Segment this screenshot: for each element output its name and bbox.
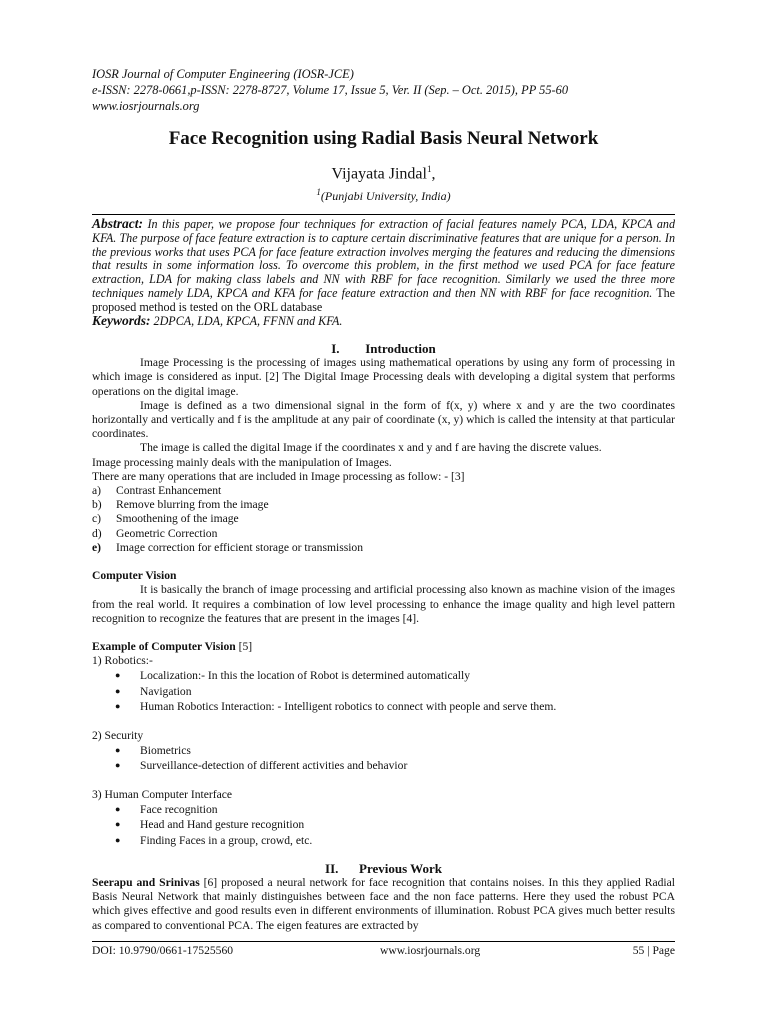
abstract-rule xyxy=(92,214,675,215)
paper-page xyxy=(92,66,675,933)
operations-list xyxy=(92,484,675,555)
robotics-label: 1) Robotics:- xyxy=(92,654,153,668)
list-item: ● Surveillance-detection of different activities and behavior xyxy=(115,759,408,773)
bullet-icon: ● xyxy=(115,834,121,845)
footer-page-number: 55 | Page xyxy=(632,944,675,957)
footer-site: www.iosrjournals.org xyxy=(380,944,481,957)
bullet-icon: ● xyxy=(115,803,121,814)
paper-title: Face Recognition using Radial Basis Neural Network xyxy=(168,128,599,149)
list-item: ● Navigation xyxy=(115,684,192,698)
list-item: a) Contrast Enhancement xyxy=(92,484,222,498)
journal-issn: e-ISSN: 2278-0661,p-ISSN: 2278-8727, Volume 17, Issue 5, Ver. II (Sep. – Oct. 2015), PP 55-60 xyxy=(92,83,569,97)
bullet-icon: ● xyxy=(115,819,121,830)
list-item: ● Human Robotics Interaction: - Intelligent robotics to connect with people and serve them. xyxy=(115,700,557,714)
hci-list xyxy=(115,802,675,848)
bullet-icon: ● xyxy=(115,760,121,771)
computer-vision-paragraph: It is basically the branch of image processing and artificial processing also known as machine vision of the images from the real world. It requires a combination of low level processing to enhance the image quality and high level pattern recognition to recognize the features that are present in the images [4]. xyxy=(92,583,675,625)
list-item: ● Head and Hand gesture recognition xyxy=(115,818,305,832)
intro-paragraph-1: Image Processing is the processing of images using mathematical operations by using any form of processing in which image is considered as input. [2] The Digital Image Processing deals with developing a digital system that performs operations on the digital image. xyxy=(92,356,675,398)
previous-work-text: [6] proposed a neural network for face recognition that contains noises. In this they applied Radial Basis Neural Network that mainly distinguishes between face and the non face patterns. Here they used the robust PCA which gives effective and good results even in different environments of illumination. Robust PCA gives much better results as compared to conventional PCA. The eigen features are extracted by xyxy=(92,875,675,932)
section-heading-introduction: I. Introduction xyxy=(331,341,436,357)
list-item: d) Geometric Correction xyxy=(92,526,218,540)
list-item: ● Face recognition xyxy=(115,802,218,816)
hci-label: 3) Human Computer Interface xyxy=(92,787,233,801)
author-suffix: , xyxy=(431,165,436,183)
intro-paragraph-3: The image is called the digital Image if the coordinates x and y and f are having the discrete values. xyxy=(140,441,602,455)
list-item: e) Image correction for efficient storage or transmission xyxy=(92,540,364,554)
affiliation xyxy=(92,185,675,203)
journal-website: www.iosrjournals.org xyxy=(92,99,200,113)
bullet-icon: ● xyxy=(115,670,121,681)
section-heading-previous-work: II. Previous Work xyxy=(325,860,442,876)
author-line xyxy=(92,160,675,183)
bullet-icon: ● xyxy=(115,744,121,755)
list-item: b) Remove blurring from the image xyxy=(92,498,269,512)
security-label: 2) Security xyxy=(92,728,144,742)
journal-header xyxy=(92,66,675,114)
abstract-label: Abstract: xyxy=(92,216,144,232)
footer-doi: DOI: 10.9790/0661-17525560 xyxy=(92,944,234,957)
keywords xyxy=(92,314,675,328)
security-list xyxy=(115,743,675,774)
abstract-plain: The proposed method is tested on the ORL database xyxy=(92,285,676,314)
list-item: ● Biometrics xyxy=(115,743,191,757)
list-item: ● Finding Faces in a group, crowd, etc. xyxy=(115,833,313,847)
previous-work-paragraph xyxy=(92,876,675,933)
keywords-label: Keywords: xyxy=(92,313,151,329)
bullet-icon: ● xyxy=(115,685,121,696)
abstract-italic: In this paper, we propose four techniques for extraction of facial features namely PCA, LDA, KPCA and KFA. The purpose of face feature extraction is to capture certain discriminative features that are unique for a person. In the previous works that uses PCA for face feature extraction involves merging the features and reducing the dimensions that results in some information loss. To overcome this problem, in the first method we used PCA for face feature extraction, LDA for making class labels and NN with RBF for face recognition. Similarly we used the three more techniques namely LDA, KPCA and KFA for face feature extraction and then NN with RBF for face recognition. xyxy=(92,217,675,300)
journal-name: IOSR Journal of Computer Engineering (IOSR-JCE) xyxy=(92,67,354,81)
intro-paragraph-5: There are many operations that are included in Image processing as follow: - [3] xyxy=(92,469,465,483)
intro-paragraph-2: Image is defined as a two dimensional signal in the form of f(x, y) where x and y are the two coordinates horizontally and vertically and f is the amplitude at any pair of coordinate (x, y) which is called the intensity at that particular coordinates. xyxy=(92,398,675,441)
abstract xyxy=(92,217,675,314)
list-item: c) Smoothening of the image xyxy=(92,512,239,526)
intro-paragraph-4: Image processing mainly deals with the manipulation of Images. xyxy=(92,455,392,469)
example-heading: Example of Computer Vision [5] xyxy=(92,639,253,653)
affiliation-sup: 1 xyxy=(316,187,321,198)
bullet-icon: ● xyxy=(115,701,121,712)
author-sup: 1 xyxy=(426,164,432,174)
footer-rule xyxy=(92,941,675,942)
list-item: ● Localization:- In this the location of Robot is determined automatically xyxy=(115,669,471,683)
keywords-text: 2DPCA, LDA, KPCA, FFNN and KFA. xyxy=(150,314,343,329)
robotics-list xyxy=(115,668,675,714)
affiliation-text: (Punjabi University, India) xyxy=(320,189,451,204)
computer-vision-heading: Computer Vision xyxy=(92,569,177,583)
previous-work-lead: Seerapu and Srinivas xyxy=(92,875,200,889)
author-name: Vijayata Jindal xyxy=(331,165,427,183)
